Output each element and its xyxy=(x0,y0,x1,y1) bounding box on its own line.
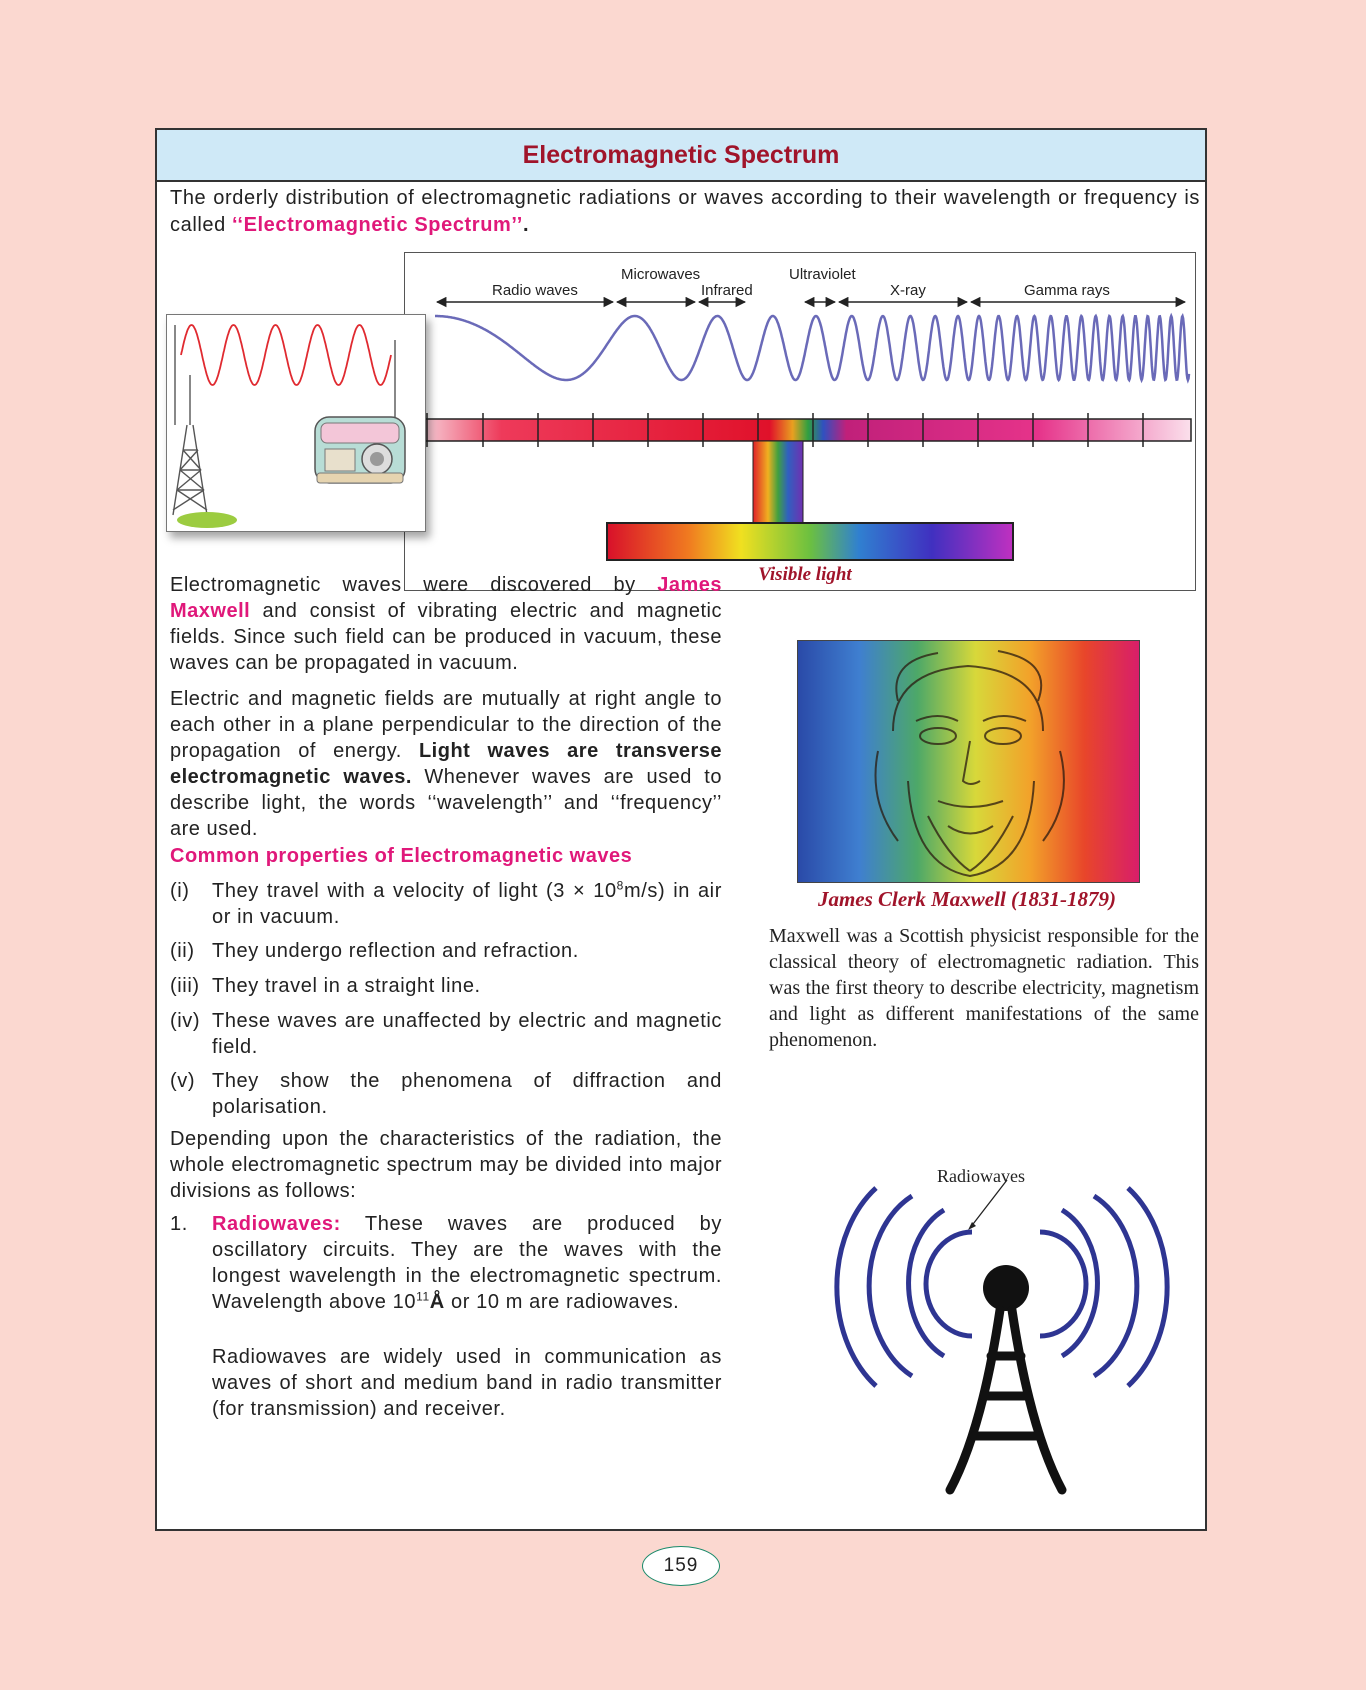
band-label-microwaves: Microwaves xyxy=(621,266,701,283)
radio-transmitter-inset xyxy=(166,314,426,532)
intro-end: . xyxy=(522,214,530,236)
visible-light-label: Visible light xyxy=(758,564,852,585)
property-number: (iv) xyxy=(170,1010,201,1032)
p3-text: Depending upon the characteristics of the radiation, the whole electromagnetic spectrum may be divided into major divisions as follows: xyxy=(170,1128,722,1202)
p2-text-a: Electric and magnetic fields are mutually at right angle to each other in a plane perpendicular to the direction of the propagation of energy. xyxy=(170,688,722,762)
intro-paragraph xyxy=(170,185,1200,239)
p1-text-a: Electromagnetic waves were discovered by xyxy=(170,574,658,596)
chirp-wave xyxy=(435,316,1189,380)
antenna-icon xyxy=(950,1265,1062,1490)
band-label-gamma: Gamma rays xyxy=(1024,282,1110,299)
band-label-radio: Radio waves xyxy=(492,282,578,299)
radiowaves-sup: 11 xyxy=(416,1289,430,1304)
page-number: 159 xyxy=(642,1546,720,1586)
maxwell-discovery-paragraph xyxy=(170,572,722,676)
radiowaves-usage-text: Radiowaves are widely used in communication as waves of short and medium band in radio transmitter (for transmission) and receiver. xyxy=(212,1346,722,1420)
property-number: (ii) xyxy=(170,940,195,962)
radio-receiver-icon xyxy=(315,417,405,483)
radiowaves-label: Radiowaves xyxy=(937,1166,1025,1186)
intro-term: ‘‘Electromagnetic Spectrum’’ xyxy=(232,214,523,236)
visible-stem xyxy=(753,441,803,523)
fields-paragraph xyxy=(170,686,722,842)
p2-bold: Light waves are transverse electromagnetic waves. xyxy=(170,740,723,788)
property-text: They travel with a velocity of light (3 × 10 xyxy=(212,880,617,902)
radio-wave-icon xyxy=(181,325,391,385)
property-number: (i) xyxy=(170,880,190,902)
radiowaves-text: These waves are produced by oscillatory circuits. They are the waves with the longest wavelength in the electromagnetic spectrum. Wavelength above 10 xyxy=(212,1213,722,1313)
p2-text-c: Whenever waves are used to describe light, the words ‘‘wavelength’’ and ‘‘frequency’’ are used. xyxy=(170,766,722,840)
property-text: They show the phenomena of diffraction and polarisation. xyxy=(212,1070,722,1118)
radio-tower-icon xyxy=(772,1160,1192,1510)
radiowaves-number: 1. xyxy=(170,1213,188,1235)
property-text-b: m/s) in air or in vacuum. xyxy=(212,880,722,928)
page-title: Electromagnetic Spectrum xyxy=(157,130,1205,182)
property-number: (iii) xyxy=(170,975,200,997)
portrait-illustration xyxy=(798,641,1139,882)
angstrom-unit: Å xyxy=(429,1291,445,1313)
portrait-caption: James Clerk Maxwell (1831-1879) xyxy=(817,887,1117,911)
radio-illustration xyxy=(167,315,425,531)
band-label-xray: X-ray xyxy=(890,282,926,299)
band-label-infrared: Infrared xyxy=(701,282,753,299)
maxwell-name: James Maxwell xyxy=(170,574,722,622)
spectrum-figure xyxy=(404,252,1196,591)
grass xyxy=(177,512,237,528)
spectrum-diagram xyxy=(405,253,1197,592)
property-text: They undergo reflection and refraction. xyxy=(212,940,579,962)
p1-text-b: and consist of vibrating electric and magnetic fields. Since such field can be produced in vacuum, these waves can be propagated in vacuum. xyxy=(170,600,722,674)
property-number: (v) xyxy=(170,1070,196,1092)
content-frame xyxy=(155,128,1207,1531)
property-sup: 8 xyxy=(616,878,624,893)
radio-tower-figure xyxy=(772,1160,1192,1510)
divisions-paragraph xyxy=(170,1126,722,1204)
property-text: These waves are unaffected by electric and magnetic field. xyxy=(212,1010,722,1058)
intro-text: The orderly distribution of electromagnetic radiations or waves according to their wavelength or frequency is called xyxy=(170,187,1200,236)
visible-light-bar xyxy=(607,523,1013,560)
band-label-ultraviolet: Ultraviolet xyxy=(789,266,856,283)
maxwell-portrait xyxy=(797,640,1140,883)
radiowaves-term: Radiowaves: xyxy=(212,1213,341,1235)
properties-heading: Common properties of Electromagnetic waves xyxy=(170,845,633,867)
radiowaves-text-b: or 10 m are radiowaves. xyxy=(444,1291,680,1313)
spectrum-bar xyxy=(425,419,1191,441)
property-text: They travel in a straight line. xyxy=(212,975,481,997)
maxwell-bio: Maxwell was a Scottish physicist responsible for the classical theory of electromagnetic radiation. This was the first theory to describe electricity, magnetism and light as different manifestations of the same phenomenon. xyxy=(769,925,1199,1051)
